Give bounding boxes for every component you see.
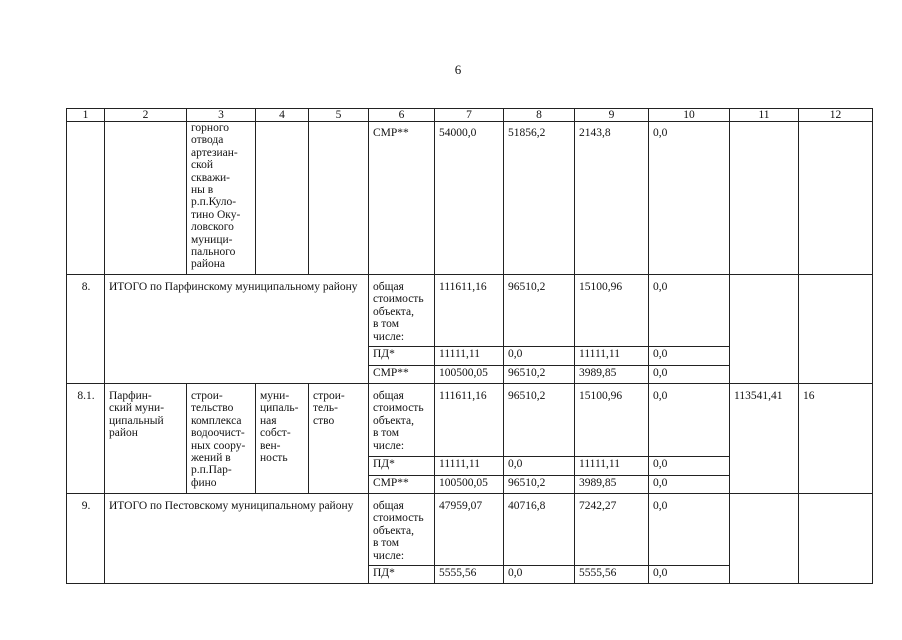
district-cell: Парфин- ский муни- ципальный район	[105, 384, 187, 494]
amount-cell: 100500,05	[435, 366, 504, 384]
construction-objects-table	[66, 108, 873, 584]
table-cell	[105, 122, 187, 275]
amount-cell: 2143,8	[575, 122, 649, 275]
object-name-cell: горного отвода артезиан- ской скважи- ны в р.п.Куло- тино Оку- ловского муници- пального района	[187, 122, 256, 275]
amount-cell: 0,0	[649, 494, 730, 566]
amount-cell: 3989,85	[575, 476, 649, 494]
cost-type-cell: СМР**	[369, 122, 435, 275]
table-cell	[309, 122, 369, 275]
amount-cell: 96510,2	[504, 476, 575, 494]
amount-cell: 40716,8	[504, 494, 575, 566]
column-number: 6	[369, 109, 435, 122]
table-cell: 16	[799, 384, 873, 494]
amount-cell: 51856,2	[504, 122, 575, 275]
amount-cell: 15100,96	[575, 384, 649, 457]
column-number: 12	[799, 109, 873, 122]
table-cell	[256, 122, 309, 275]
amount-cell: 0,0	[649, 566, 730, 584]
amount-cell: 11111,11	[435, 347, 504, 366]
table-row	[67, 122, 873, 275]
amount-cell: 0,0	[649, 384, 730, 457]
amount-cell: 111611,16	[435, 384, 504, 457]
work-type-cell: строи- тель- ство	[309, 384, 369, 494]
cost-type-cell: общая стоимость объекта, в том числе:	[369, 275, 435, 347]
column-number: 1	[67, 109, 105, 122]
table-row	[67, 384, 873, 457]
amount-cell: 100500,05	[435, 476, 504, 494]
column-number: 8	[504, 109, 575, 122]
amount-cell: 96510,2	[504, 366, 575, 384]
cost-type-cell: общая стоимость объекта, в том числе:	[369, 384, 435, 457]
amount-cell: 0,0	[649, 476, 730, 494]
table-cell	[799, 122, 873, 275]
cost-type-cell: ПД*	[369, 457, 435, 476]
amount-cell: 5555,56	[575, 566, 649, 584]
amount-cell: 11111,11	[575, 457, 649, 476]
cost-type-cell: общая стоимость объекта, в том числе:	[369, 494, 435, 566]
district-total-title: ИТОГО по Парфинскому муниципальному району	[105, 275, 369, 384]
table-cell	[799, 494, 873, 584]
amount-cell: 0,0	[649, 122, 730, 275]
table-cell	[730, 275, 799, 384]
page-number: 6	[454, 62, 462, 77]
ownership-cell: муни- ципаль- ная собст- вен- ность	[256, 384, 309, 494]
cost-type-cell: СМР**	[369, 476, 435, 494]
cost-type-cell: СМР**	[369, 366, 435, 384]
amount-cell: 11111,11	[435, 457, 504, 476]
column-number: 10	[649, 109, 730, 122]
amount-cell: 0,0	[504, 566, 575, 584]
amount-cell: 0,0	[649, 366, 730, 384]
row-number: 8.	[67, 275, 105, 384]
column-number: 4	[256, 109, 309, 122]
object-name-cell: строи- тельство комплекса водоочист- ных соору- жений в р.п.Пар- фино	[187, 384, 256, 494]
amount-cell: 0,0	[649, 457, 730, 476]
amount-cell: 15100,96	[575, 275, 649, 347]
column-number: 2	[105, 109, 187, 122]
row-number: 9.	[67, 494, 105, 584]
district-total-title: ИТОГО по Пестовскому муниципальному району	[105, 494, 369, 584]
column-number: 9	[575, 109, 649, 122]
amount-cell: 113541,41	[730, 384, 799, 494]
amount-cell: 96510,2	[504, 384, 575, 457]
amount-cell: 7242,27	[575, 494, 649, 566]
cost-type-cell: ПД*	[369, 347, 435, 366]
amount-cell: 111611,16	[435, 275, 504, 347]
column-number: 7	[435, 109, 504, 122]
table-cell	[67, 122, 105, 275]
amount-cell: 0,0	[504, 457, 575, 476]
amount-cell: 47959,07	[435, 494, 504, 566]
column-number-row	[67, 109, 873, 122]
amount-cell: 54000,0	[435, 122, 504, 275]
amount-cell: 3989,85	[575, 366, 649, 384]
amount-cell: 5555,56	[435, 566, 504, 584]
amount-cell: 0,0	[649, 347, 730, 366]
table-cell	[799, 275, 873, 384]
amount-cell: 96510,2	[504, 275, 575, 347]
table-cell	[730, 494, 799, 584]
table-cell	[730, 122, 799, 275]
table-row	[67, 275, 873, 347]
amount-cell: 0,0	[649, 275, 730, 347]
column-number: 11	[730, 109, 799, 122]
row-number: 8.1.	[67, 384, 105, 494]
column-number: 3	[187, 109, 256, 122]
amount-cell: 11111,11	[575, 347, 649, 366]
column-number: 5	[309, 109, 369, 122]
cost-type-cell: ПД*	[369, 566, 435, 584]
amount-cell: 0,0	[504, 347, 575, 366]
table-row	[67, 494, 873, 566]
